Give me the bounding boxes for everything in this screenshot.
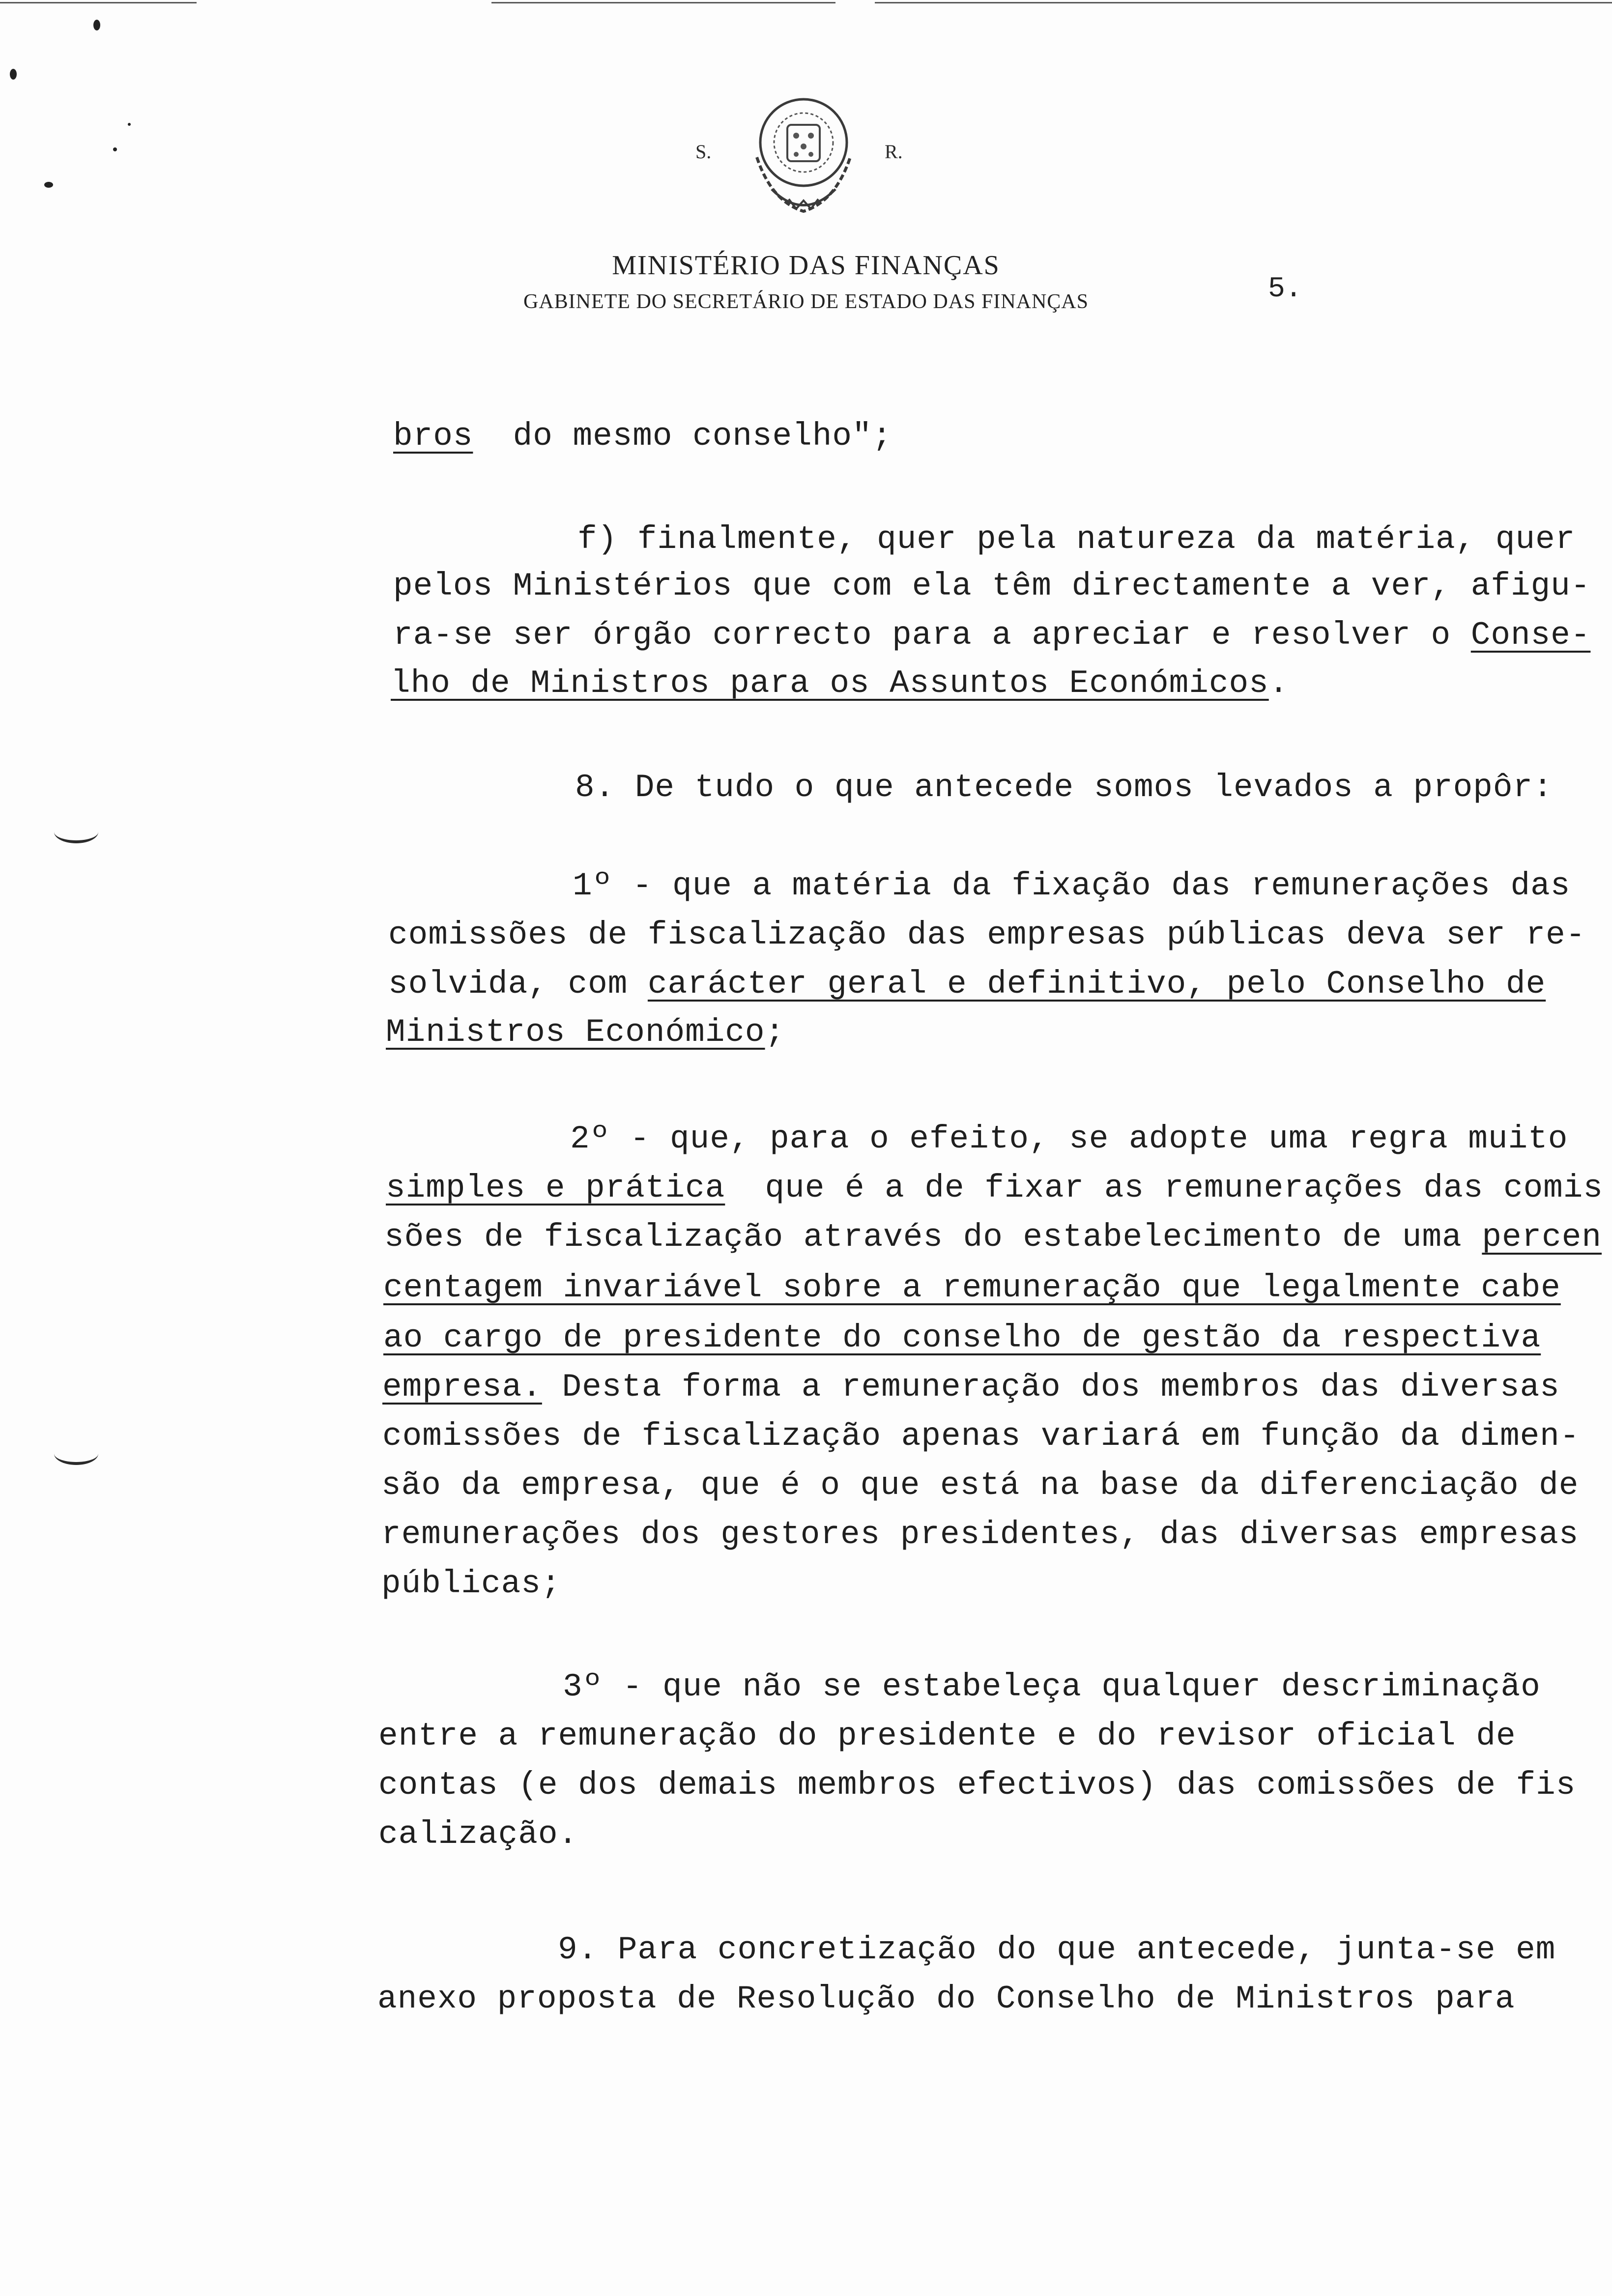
underlined-text: empresa.	[382, 1369, 542, 1406]
text-line	[386, 1172, 1603, 1205]
text-span: Desta forma a remuneração dos membros das diversas	[542, 1369, 1560, 1406]
text-line: são da empresa, que é o que está na base da diferenciação de	[381, 1467, 1579, 1504]
coat-of-arms-seal-icon	[742, 88, 865, 221]
text-line	[391, 667, 1289, 700]
text-line	[393, 619, 1590, 652]
underlined-text: centagem invariável sobre a remuneração que legalmente cabe	[383, 1269, 1561, 1306]
scan-mark	[54, 1442, 98, 1465]
text-line	[386, 1016, 785, 1049]
underlined-text: bros	[393, 418, 473, 455]
underlined-text: lho de Ministros para os Assuntos Económicos	[391, 665, 1269, 702]
text-span: solvida, com	[388, 966, 648, 1003]
paragraph-9: 9. Para concretização do que antecede, junta-se em	[558, 1931, 1556, 1968]
text-line: comissões de fiscalização das empresas públicas deva ser re-	[388, 917, 1586, 953]
text-span: sões de fiscalização através do estabelecimento de uma	[384, 1219, 1482, 1256]
text-line	[393, 420, 892, 453]
underlined-text: simples e prática	[386, 1170, 725, 1206]
text-line: f) finalmente, quer pela natureza da matéria, quer	[577, 521, 1576, 558]
seal-letter-left: S.	[695, 141, 712, 163]
underlined-text: carácter geral e definitivo, pelo Conselho de	[647, 966, 1546, 1003]
text-line	[388, 968, 1546, 1001]
page-number: 5.	[1268, 273, 1302, 305]
text-line: entre a remuneração do presidente e do revisor oficial de	[378, 1718, 1516, 1754]
scan-mark	[54, 821, 98, 843]
text-line: públicas;	[381, 1565, 561, 1602]
text-line	[384, 1221, 1602, 1254]
text-span: ra-se ser órgão correcto para a apreciar e resolver o	[393, 617, 1471, 654]
scan-edge-line	[491, 2, 835, 3]
underlined-text: percen	[1482, 1219, 1602, 1256]
text-line: 3º - que não se estabeleça qualquer descriminação	[563, 1668, 1541, 1705]
text-line	[382, 1371, 1560, 1404]
text-span: do mesmo conselho";	[473, 418, 892, 455]
text-line: contas (e dos demais membros efectivos) das comissões de fis	[378, 1767, 1576, 1804]
text-line	[383, 1269, 1561, 1306]
text-span: ;	[765, 1014, 785, 1051]
text-line	[383, 1322, 1541, 1354]
office-subtitle: GABINETE DO SECRETÁRIO DE ESTADO DAS FINANÇAS	[523, 290, 1089, 313]
scan-speck	[44, 182, 53, 188]
text-line: 1º - que a matéria da fixação das remunerações das	[573, 867, 1571, 904]
text-line: 2º - que, para o efeito, se adopte uma regra muito	[570, 1120, 1568, 1157]
scan-speck	[128, 123, 131, 126]
ministry-title: MINISTÉRIO DAS FINANÇAS	[612, 250, 1000, 281]
text-line: pelos Ministérios que com ela têm directamente a ver, afigu-	[393, 568, 1591, 604]
scan-edge-line	[0, 2, 197, 3]
text-line: remunerações dos gestores presidentes, das diversas empresas	[381, 1516, 1579, 1553]
text-line: anexo proposta de Resolução do Conselho de Ministros para	[377, 1980, 1515, 2017]
text-span: .	[1268, 665, 1289, 702]
text-line: calização.	[378, 1816, 578, 1853]
text-span: que é a de fixar as remunerações das comis	[725, 1170, 1603, 1206]
seal-letter-right: R.	[885, 141, 903, 163]
scan-edge-line	[875, 2, 1612, 3]
scan-speck	[93, 20, 100, 30]
scan-speck	[10, 69, 17, 80]
scan-speck	[113, 147, 117, 151]
underlined-text: ao cargo de presidente do conselho de gestão da respectiva	[383, 1320, 1541, 1356]
underlined-text: Conse-	[1470, 617, 1591, 654]
underlined-text: Ministros Económico	[386, 1014, 765, 1051]
paragraph-8: 8. De tudo o que antecede somos levados a propôr:	[575, 769, 1553, 806]
text-line: comissões de fiscalização apenas variará em função da dimen-	[382, 1418, 1580, 1455]
